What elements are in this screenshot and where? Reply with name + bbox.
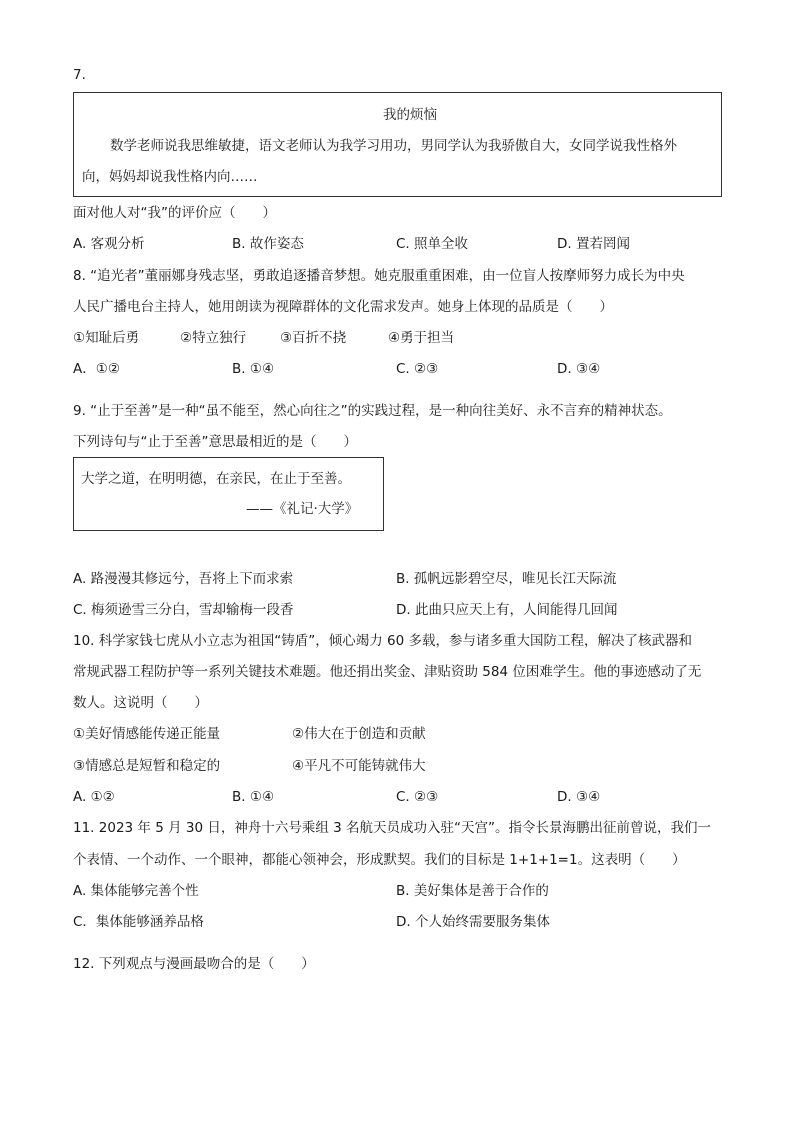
q8-stem-line: 8. “追光者”董丽娜身残志坚，勇敢追逐播音梦想。她克服重重困难，由一位盲人按摩师努力成长为中央 — [73, 268, 685, 284]
q8-statement: ②特立独行 — [180, 330, 247, 346]
q9-stem-line: 下列诗句与“止于至善”意思最相近的是（ ） — [73, 434, 357, 450]
question-7-number: 7. — [73, 67, 86, 83]
q9-quote: 大学之道，在明明德，在亲民，在止于至善。 — [81, 471, 351, 487]
q7-option-d[interactable]: D. 置若罔闻 — [557, 236, 630, 252]
q11-option-c[interactable]: C．集体能够涵养品格 — [73, 914, 204, 930]
q10-option-a[interactable]: A. ①② — [73, 789, 115, 805]
q8-stem-line: 人民广播电台主持人，她用朗读为视障群体的文化需求发声。她身上体现的品质是（ ） — [73, 299, 613, 315]
q8-statement: ④勇于担当 — [388, 330, 455, 346]
q7-box-title: 我的烦恼 — [383, 107, 437, 123]
q7-option-b[interactable]: B. 故作姿态 — [232, 236, 304, 252]
q9-option-a[interactable]: A. 路漫漫其修远兮，吾将上下而求索 — [73, 571, 294, 587]
q10-statement: ③情感总是短暂和稳定的 — [73, 758, 221, 774]
q10-stem-line: 常规武器工程防护等一系列关键技术难题。他还捐出奖金、津贴资助 584 位困难学生。他的事迹感动了无 — [73, 664, 702, 680]
q7-box-line: 数学老师说我思维敏捷，语文老师认为我学习用功，男同学认为我骄傲自大，女同学说我性格外 — [110, 138, 677, 154]
q9-option-d[interactable]: D. 此曲只应天上有，人间能得几回闻 — [396, 602, 618, 618]
q7-box-line: 向，妈妈却说我性格内向…… — [82, 169, 258, 185]
q8-option-b[interactable]: B. ①④ — [232, 361, 275, 377]
q10-statement: ②伟大在于创造和贡献 — [292, 726, 426, 742]
q8-statement: ①知耻后勇 — [73, 330, 140, 346]
q9-option-b[interactable]: B. 孤帆远影碧空尽，唯见长江天际流 — [396, 571, 617, 587]
q11-option-a[interactable]: A. 集体能够完善个性 — [73, 883, 199, 899]
q10-stem-line: 10. 科学家钱七虎从小立志为祖国“铸盾”，倾心竭力 60 多载，参与诸多重大国防工程，解决了核武器和 — [73, 633, 693, 649]
q10-option-b[interactable]: B. ①④ — [232, 789, 275, 805]
q9-quote-source: ——《礼记·大学》 — [246, 501, 359, 517]
q11-option-b[interactable]: B. 美好集体是善于合作的 — [396, 883, 549, 899]
q10-option-c[interactable]: C. ②③ — [396, 789, 439, 805]
q8-option-a[interactable]: A．①② — [73, 361, 120, 377]
q8-statement: ③百折不挠 — [280, 330, 347, 346]
q10-statement: ④平凡不可能铸就伟大 — [292, 758, 426, 774]
q7-option-c[interactable]: C. 照单全收 — [396, 236, 469, 252]
q10-option-d[interactable]: D. ③④ — [557, 789, 601, 805]
q8-option-d[interactable]: D. ③④ — [557, 361, 601, 377]
q9-stem-line: 9. “止于至善”是一种“虽不能至，然心向往之”的实践过程，是一种向往美好、永不言弃的精神状态。 — [73, 403, 672, 419]
q9-option-c[interactable]: C. 梅须逊雪三分白，雪却输梅一段香 — [73, 602, 294, 618]
q10-statement: ①美好情感能传递正能量 — [73, 726, 221, 742]
q12-stem-line: 12. 下列观点与漫画最吻合的是（ ） — [73, 956, 315, 972]
q7-material-box — [73, 92, 722, 197]
q11-stem-line: 11. 2023 年 5 月 30 日，神舟十六号乘组 3 名航天员成功入驻“天宫”。指令长景海鹏出征前曾说，我们一 — [73, 820, 711, 836]
q11-option-d[interactable]: D. 个人始终需要服务集体 — [396, 914, 550, 930]
q10-stem-line: 数人。这说明（ ） — [73, 695, 208, 711]
q9-quote-box — [73, 457, 384, 531]
q8-option-c[interactable]: C. ②③ — [396, 361, 439, 377]
q7-option-a[interactable]: A. 客观分析 — [73, 236, 145, 252]
q7-stem: 面对他人对“我”的评价应（ ） — [73, 205, 276, 221]
q11-stem-line: 个表情、一个动作、一个眼神，都能心领神会，形成默契。我们的目标是 1+1+1=1。这表明（ ） — [73, 852, 686, 868]
